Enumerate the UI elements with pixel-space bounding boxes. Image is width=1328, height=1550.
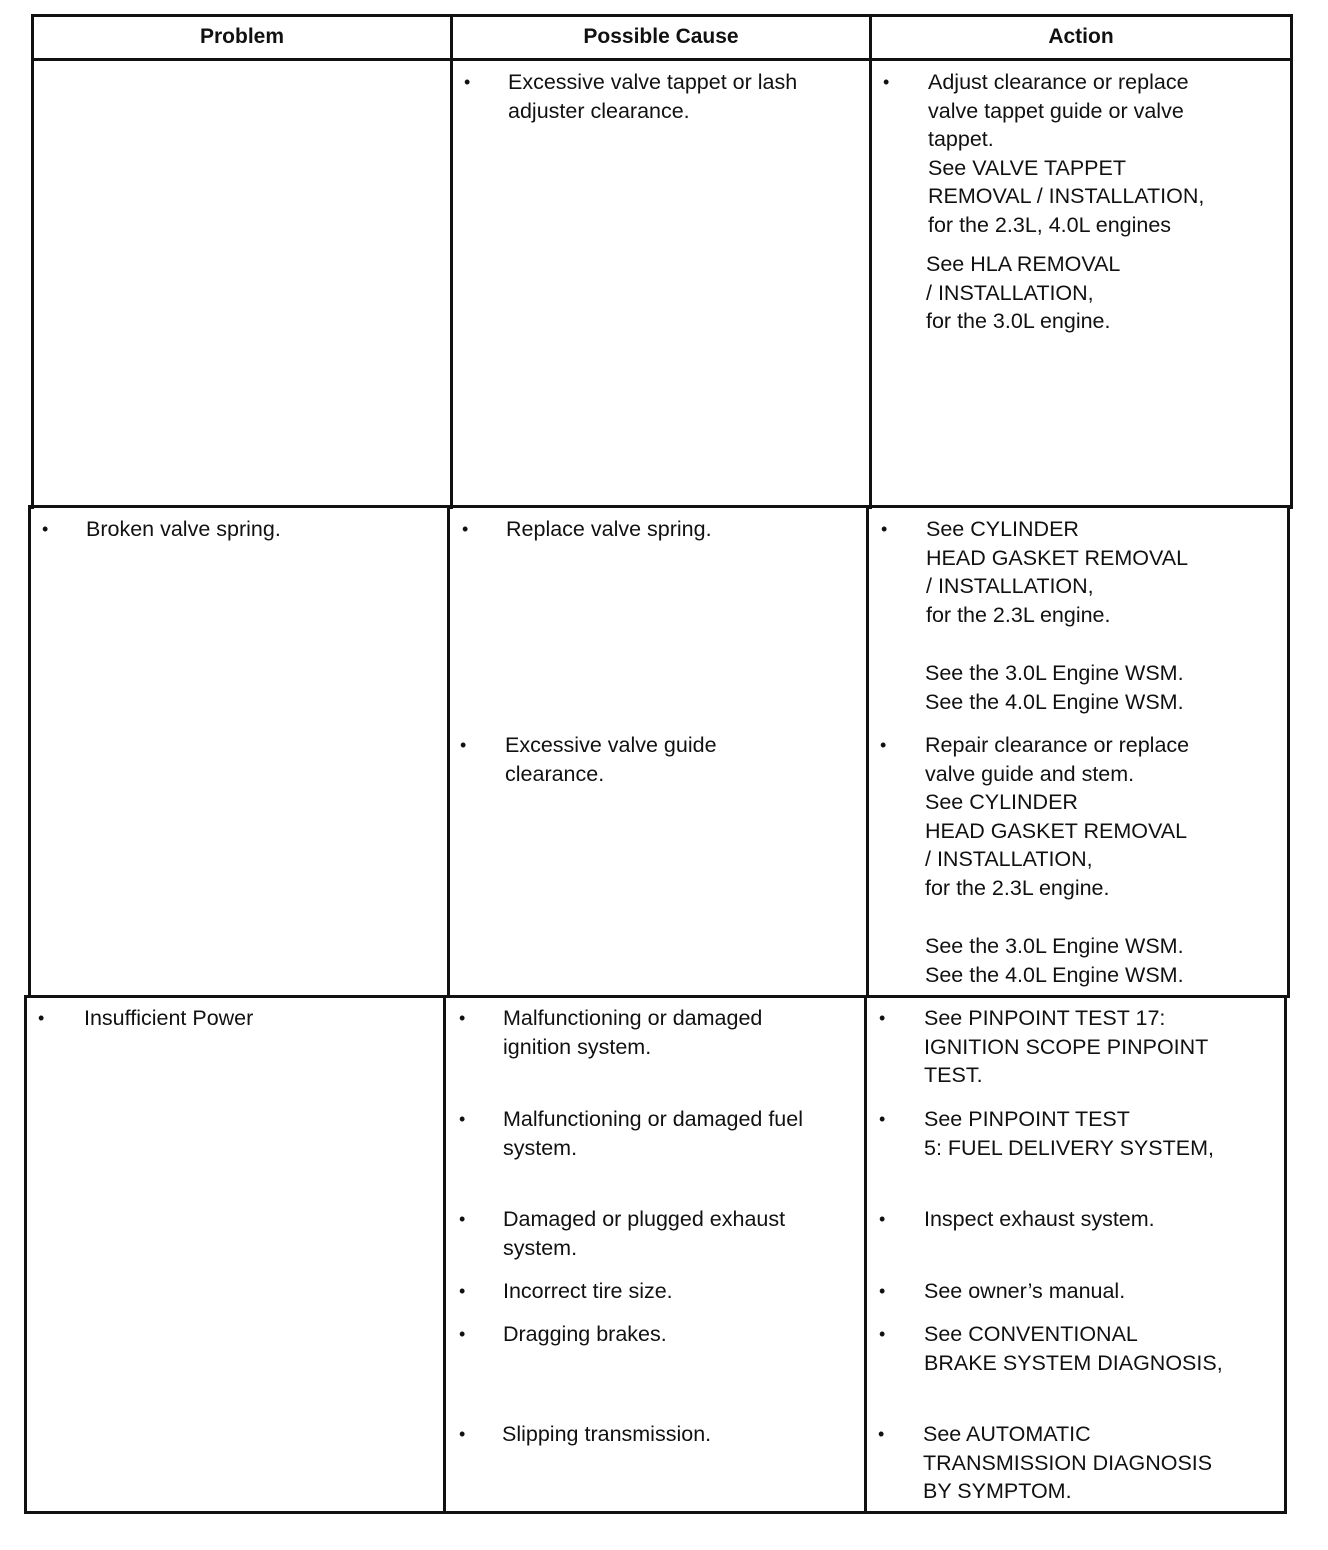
action-text: See HLA REMOVAL / INSTALLATION, for the 3.0L engine. (926, 252, 1121, 334)
bullet-icon: • (879, 1324, 886, 1344)
col-divider-2a (869, 14, 872, 509)
action-text: See owner’s manual. (924, 1279, 1126, 1303)
cause-text: Incorrect tire size. (503, 1279, 673, 1303)
bullet-icon: • (459, 1424, 466, 1444)
action-text: See CYLINDER HEAD GASKET REMOVAL / INSTALLATION, for the 2.3L engine. (926, 517, 1189, 627)
bullet-icon: • (459, 1281, 466, 1301)
table-right-border (1290, 14, 1293, 509)
bullet-icon: • (878, 1424, 885, 1444)
cause-text: Replace valve spring. (506, 517, 712, 541)
bullet-icon: • (42, 519, 49, 539)
table-left-border-mid (28, 505, 31, 998)
table-right-border-mid (1287, 505, 1290, 998)
row1-bottom-border (29, 505, 1291, 508)
problem-text: Broken valve spring. (86, 517, 281, 541)
bullet-icon: • (38, 1008, 45, 1028)
header-action: Action (1048, 25, 1114, 48)
col-divider-2b (866, 505, 869, 998)
bullet-icon: • (464, 72, 471, 92)
cause-text: Damaged or plugged exhaust system. (503, 1207, 786, 1260)
problem-text: Insufficient Power (84, 1006, 254, 1030)
table-left-border-low (24, 995, 27, 1514)
cause-text: Dragging brakes. (503, 1322, 667, 1346)
action-text: See AUTOMATIC TRANSMISSION DIAGNOSIS BY SYMPTOM. (923, 1422, 1213, 1504)
row2-bottom-border (27, 995, 1289, 998)
bullet-icon: • (459, 1008, 466, 1028)
cause-text: Excessive valve guide clearance. (505, 733, 717, 786)
action-text: Repair clearance or replace valve guide and stem. See CYLINDER HEAD GASKET REMOVAL / INSTALLATION, for the 2.3L engine. (925, 733, 1190, 900)
header-bottom-border (31, 58, 1293, 61)
cause-text: Malfunctioning or damaged ignition system. (503, 1006, 763, 1059)
col-divider-1c (443, 995, 446, 1514)
table-left-border (31, 14, 34, 509)
action-text: See the 3.0L Engine WSM. See the 4.0L Engine WSM. (925, 661, 1184, 714)
bullet-icon: • (460, 735, 467, 755)
bullet-icon: • (459, 1324, 466, 1344)
action-text: Adjust clearance or replace valve tappet guide or valve tappet. See VALVE TAPPET REMOVAL / INSTALLATION, for the 2.3L, 4.0L engines (928, 70, 1205, 237)
action-text: See PINPOINT TEST 17: IGNITION SCOPE PINPOINT TEST. (924, 1006, 1209, 1088)
bullet-icon: • (459, 1109, 466, 1129)
header-possible-cause: Possible Cause (583, 25, 739, 48)
table-bottom-border (24, 1511, 1287, 1514)
bullet-icon: • (883, 72, 890, 92)
col-divider-1b (447, 505, 450, 998)
col-divider-1a (450, 14, 453, 509)
bullet-icon: • (881, 519, 888, 539)
table-top-border (31, 14, 1293, 17)
cause-text: Slipping transmission. (502, 1422, 712, 1446)
bullet-icon: • (879, 1008, 886, 1028)
bullet-icon: • (459, 1209, 466, 1229)
cause-text: Malfunctioning or damaged fuel system. (503, 1107, 803, 1160)
header-problem: Problem (199, 25, 285, 48)
bullet-icon: • (879, 1281, 886, 1301)
bullet-icon: • (462, 519, 469, 539)
cause-text: Excessive valve tappet or lash adjuster clearance. (508, 70, 798, 123)
action-text: See the 3.0L Engine WSM. See the 4.0L Engine WSM. (925, 934, 1184, 987)
bullet-icon: • (879, 1109, 886, 1129)
action-text: Inspect exhaust system. (924, 1207, 1155, 1231)
action-text: See PINPOINT TEST 5: FUEL DELIVERY SYSTEM, (924, 1107, 1214, 1160)
bullet-icon: • (879, 1209, 886, 1229)
bullet-icon: • (880, 735, 887, 755)
action-text: See CONVENTIONAL BRAKE SYSTEM DIAGNOSIS, (924, 1322, 1223, 1375)
